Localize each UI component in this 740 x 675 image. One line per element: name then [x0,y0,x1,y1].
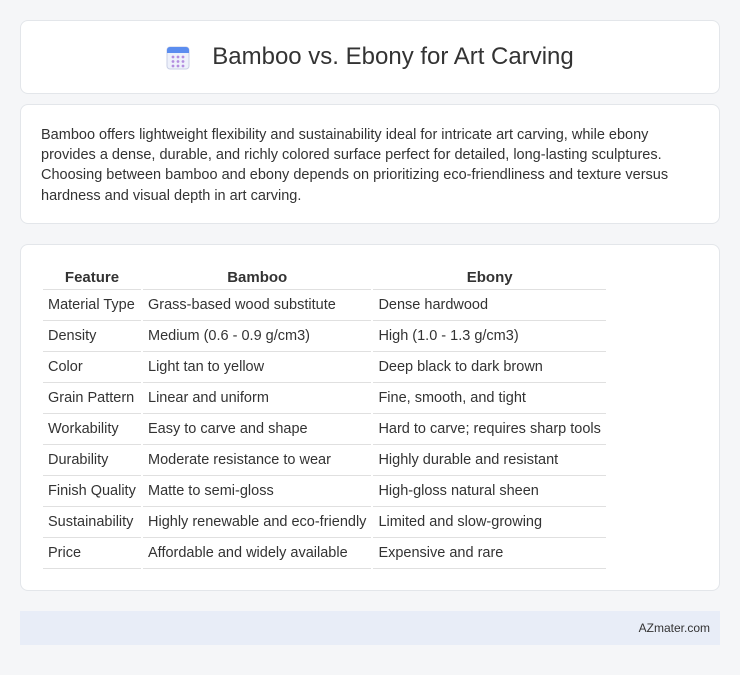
table-header-row [43,265,606,290]
feature-cell: Sustainability [43,507,141,538]
table-row [43,290,606,321]
table-row [43,383,606,414]
header-bamboo: Bamboo [143,265,371,290]
table-row [43,414,606,445]
bamboo-cell: Light tan to yellow [143,352,371,383]
comparison-table [41,265,608,569]
feature-cell: Finish Quality [43,476,141,507]
ebony-cell: Expensive and rare [373,538,605,569]
bamboo-cell: Medium (0.6 - 0.9 g/cm3) [143,321,371,352]
header-ebony: Ebony [373,265,605,290]
intro-card [20,104,720,224]
table-row [43,507,606,538]
table-row [43,352,606,383]
ebony-cell: Limited and slow-growing [373,507,605,538]
header-card [20,20,720,94]
comparison-card [20,244,720,591]
bamboo-cell: Moderate resistance to wear [143,445,371,476]
feature-cell: Density [43,321,141,352]
table-row [43,538,606,569]
header-feature: Feature [43,265,141,290]
calendar-icon [166,44,190,70]
bamboo-cell: Linear and uniform [143,383,371,414]
intro-text: Bamboo offers lightweight flexibility and sustainability ideal for intricate art carving, while ebony provides a dense, durable, and richly colored surface perfect for detailed, long-lasting sculptures. Choosing between bamboo and ebony depends on prioritizing eco-friendliness and texture versus hardness and visual depth in art carving. [41,127,669,204]
ebony-cell: Hard to carve; requires sharp tools [373,414,605,445]
ebony-cell: Dense hardwood [373,290,605,321]
ebony-cell: Fine, smooth, and tight [373,383,605,414]
feature-cell: Material Type [43,290,141,321]
table-row [43,476,606,507]
feature-cell: Grain Pattern [43,383,141,414]
bamboo-cell: Matte to semi-gloss [143,476,371,507]
ebony-cell: High (1.0 - 1.3 g/cm3) [373,321,605,352]
ebony-cell: High-gloss natural sheen [373,476,605,507]
table-row [43,321,606,352]
feature-cell: Price [43,538,141,569]
feature-cell: Durability [43,445,141,476]
bamboo-cell: Affordable and widely available [143,538,371,569]
bamboo-cell: Grass-based wood substitute [143,290,371,321]
footer [20,611,720,645]
table-row [43,445,606,476]
ebony-cell: Highly durable and resistant [373,445,605,476]
feature-cell: Workability [43,414,141,445]
footer-site-link[interactable]: AZmater.com [638,621,710,635]
bamboo-cell: Easy to carve and shape [143,414,371,445]
ebony-cell: Deep black to dark brown [373,352,605,383]
page-title: Bamboo vs. Ebony for Art Carving [212,43,574,70]
feature-cell: Color [43,352,141,383]
bamboo-cell: Highly renewable and eco-friendly [143,507,371,538]
